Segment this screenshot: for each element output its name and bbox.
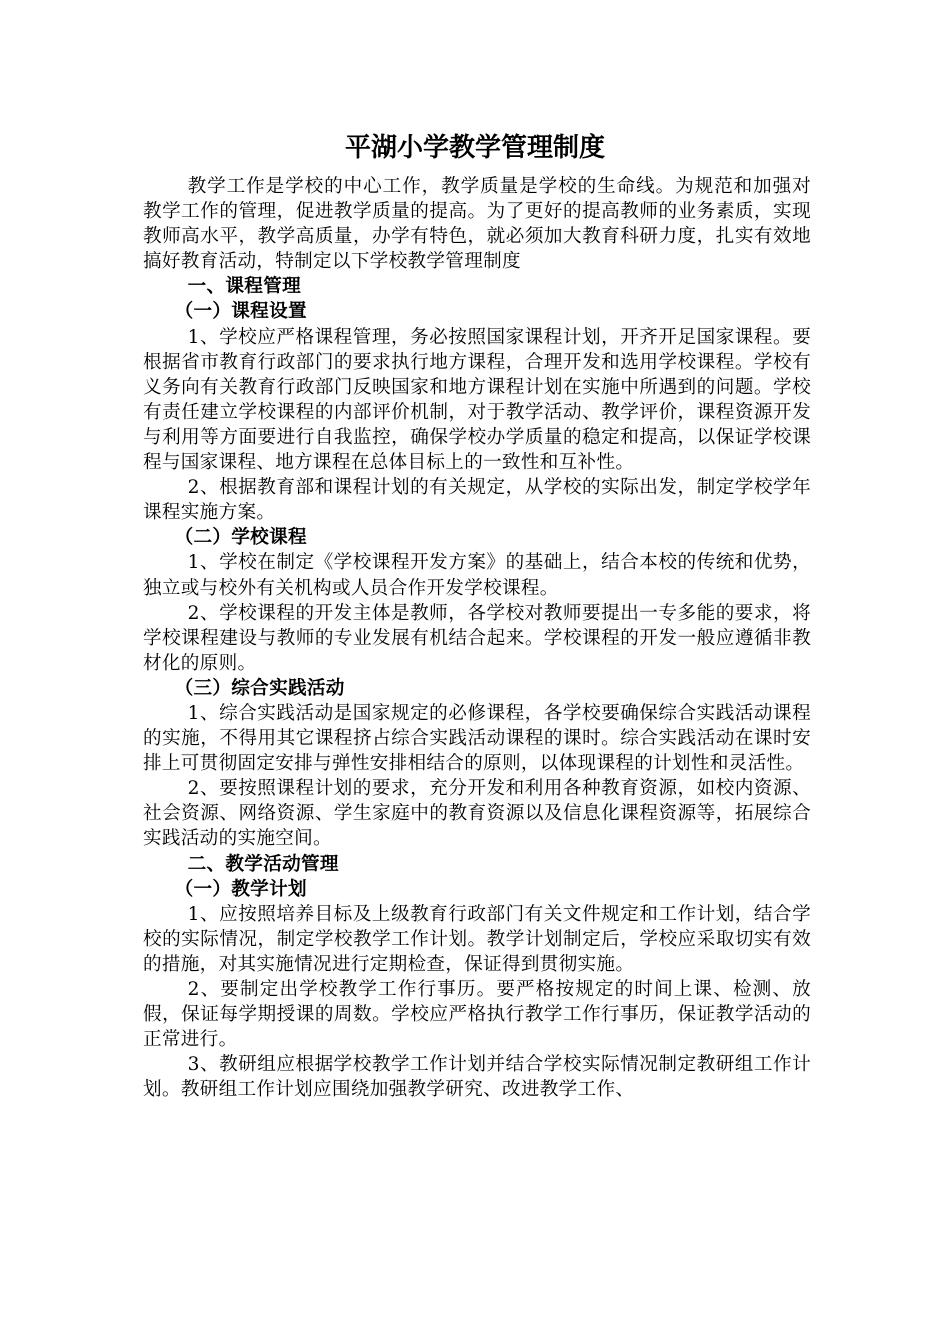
document-title: 平湖小学教学管理制度 [344, 133, 605, 163]
paragraph: 2、根据教育部和课程计划的有关规定，从学校的实际出发，制定学校学年课程实施方案。 [143, 477, 811, 524]
paragraph: 3、教研组应根据学校教学工作计划并结合学校实际情况制定教研组工作计划。教研组工作计划应围绕加强教学研究、改进教学工作、 [143, 1054, 811, 1101]
paragraph: 2、要制定出学校教学工作行事历。要严格按规定的时间上课、检测、放假，保证每学期授课的周数。学校应严格执行教学工作行事历，保证教学活动的正常进行。 [143, 979, 811, 1051]
section-heading: 二、教学活动管理 [187, 853, 339, 875]
paragraph: 2、学校课程的开发主体是教师，各学校对教师要提出一专多能的要求，将学校课程建设与教师的专业发展有机结合起来。学校课程的开发一般应遵循非教材化的原则。 [143, 602, 811, 674]
paragraph: 1、学校在制定《学校课程开发方案》的基础上，结合本校的传统和优势，独立或与校外有关机构或人员合作开发学校课程。 [143, 552, 811, 599]
paragraph: 1、学校应严格课程管理，务必按照国家课程计划，开齐开足国家课程。要根据省市教育行政部门的要求执行地方课程，合理开发和选用学校课程。学校有义务向有关教育行政部门反映国家和地方课程计划在实施中所遇到的问题。学校有责任建立学校课程的内部评价机制，对于教学活动、教学评价，课程资源开发与利用等方面要进行自我监控，确保学校办学质量的稳定和提高，以保证学校课程与国家课程、地方课程在总体目标上的一致性和互补性。 [143, 326, 811, 474]
intro-paragraph: 教学工作是学校的中心工作，教学质量是学校的生命线。为规范和加强对教学工作的管理，促进教学质量的提高。为了更好的提高教师的业务素质，实现教师高水平，教学高质量，办学有特色，就必须加大教育科研力度，扎实有效地搞好教育活动，特制定以下学校教学管理制度 [143, 176, 811, 273]
subsection-heading: （三）综合实践活动 [174, 677, 345, 699]
subsection-heading: （二）学校课程 [174, 527, 307, 549]
paragraph: 2、要按照课程计划的要求，充分开发和利用各种教育资源，如校内资源、社会资源、网络资源、学生家庭中的教育资源以及信息化课程资源等，拓展综合实践活动的实施空间。 [143, 778, 811, 850]
subsection-heading: （一）课程设置 [174, 301, 307, 323]
document-body [143, 174, 811, 1102]
section-heading: 一、课程管理 [187, 276, 301, 298]
subsection-heading: （一）教学计划 [174, 878, 307, 900]
paragraph: 1、综合实践活动是国家规定的必修课程，各学校要确保综合实践活动课程的实施，不得用其它课程挤占综合实践活动课程的课时。综合实践活动在课时安排上可贯彻固定安排与弹性安排相结合的原则，以体现课程的计划性和灵活性。 [143, 702, 811, 775]
paragraph: 1、应按照培养目标及上级教育行政部门有关文件规定和工作计划，结合学校的实际情况，制定学校教学工作计划。教学计划制定后，学校应采取切实有效的措施，对其实施情况进行定期检查，保证得到贯彻实施。 [143, 903, 811, 975]
